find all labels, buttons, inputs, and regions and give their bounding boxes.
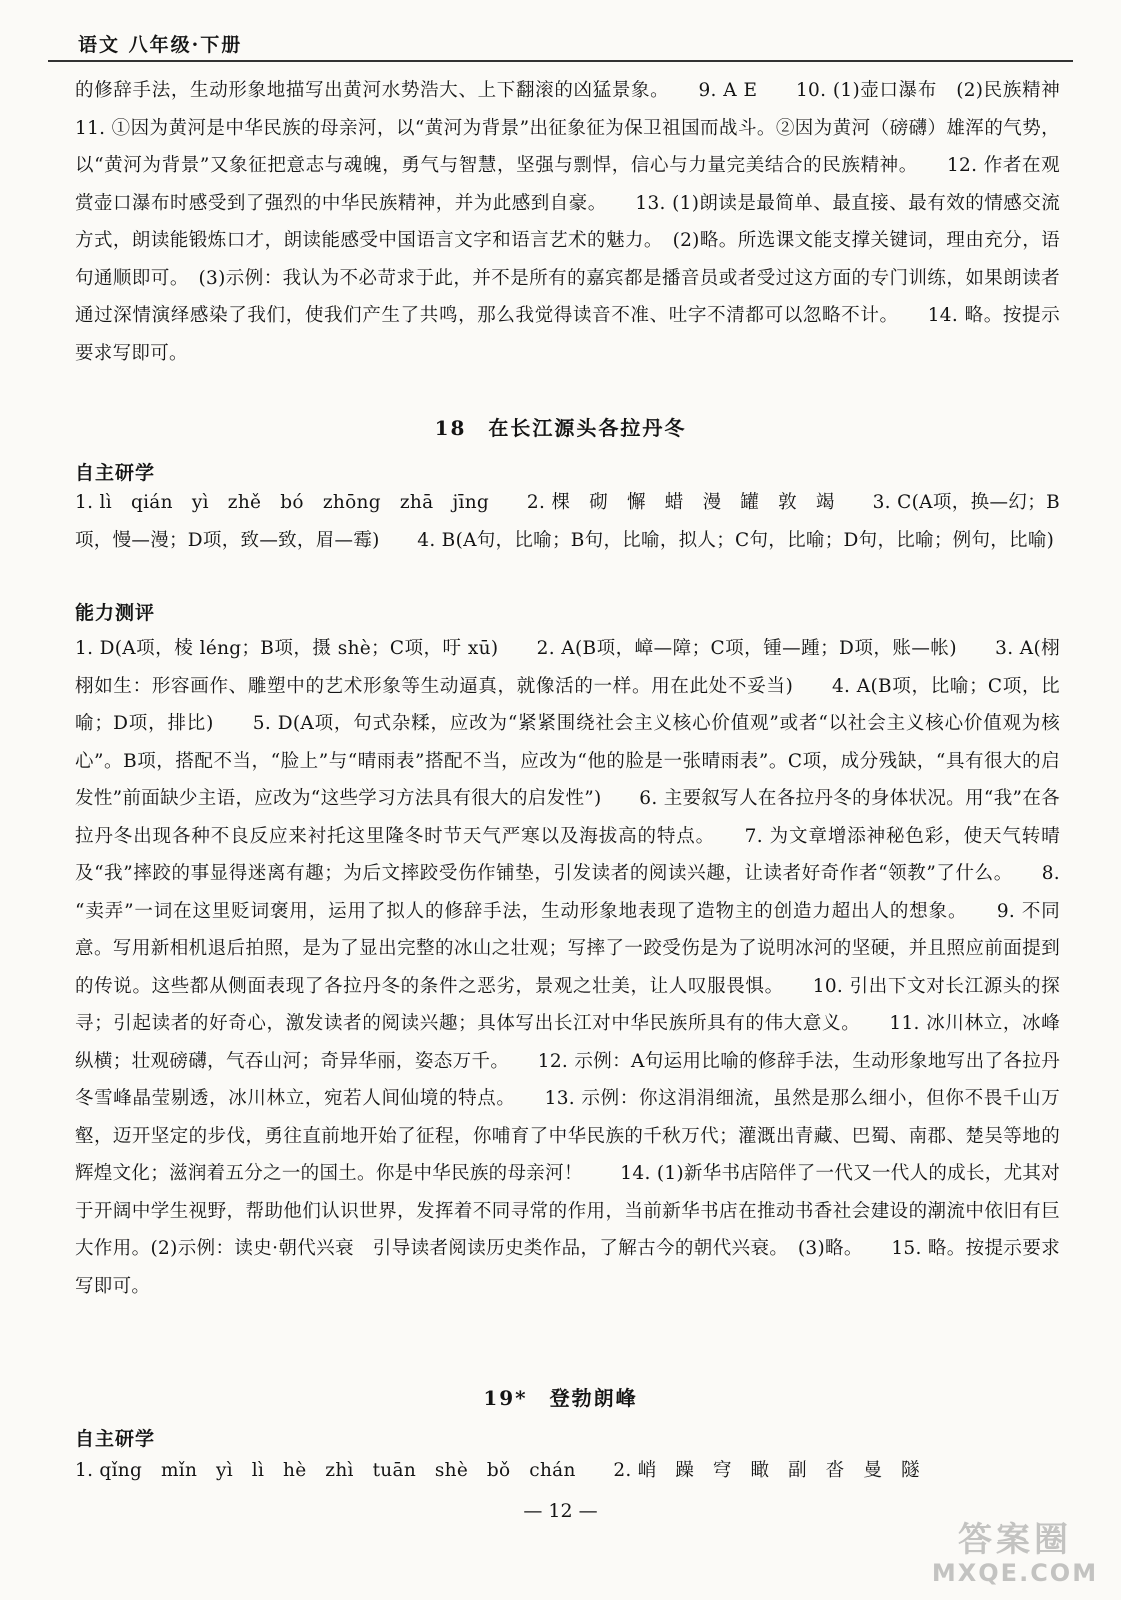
answer-paragraph-assessment-18: 1. D(A项，棱 léng；B项，摄 shè；C项，吁 xū) 2. A(B项，嶂—障；C项，锺—踵；D项，账—帐) 3. A(栩栩如生：形容画作、雕塑中的艺术形象等生动逼真，就像活的一样。用在此处不妥当) 4. A(B项，比喻；C项，比喻；D项，排比) 5. D(A项，句式杂糅，应改为“紧紧围绕社会主义核心价值观”或者“以社会主义核心价值观为核心”。B项，搭配不当，“脸上”与“晴雨表”搭配不当，应改为“他的脸是一张晴雨表”。C项，成分残缺，“具有很大的启发性”前面缺少主语，应改为“这些学习方法具有很大的启发性”) 6. 主要叙写人在各拉丹冬的身体状况。用“我”在各拉丹冬出现各种不良反应来衬托这里隆冬时节天气严寒以及海拔高的特点。 7. 为文章增添神秘色彩，使天气转晴及“我”摔跤的事显得迷离有趣；为后文摔跤受伤作铺垫，引发读者的阅读兴趣，让读者好奇作者“领教”了什么。 8. “卖弄”一词在这里贬词褒用，运用了拟人的修辞手法，生动形象地表现了造物主的创造力超出人的想象。 9. 不同意。写用新相机退后拍照，是为了显出完整的冰山之壮观；写摔了一跤受伤是为了说明冰河的坚硬，并且照应前面提到的传说。这些都从侧面表现了各拉丹冬的条件之恶劣，景观之壮美，让人叹服畏惧。 10. 引出下文对长江源头的探寻；引起读者的好奇心，激发读者的阅读兴趣；具体写出长江对中华民族所具有的伟大意义。 11. 冰川林立，冰峰纵横；壮观磅礴，气吞山河；奇异华丽，姿态万千。 12. 示例：A句运用比喻的修辞手法，生动形象地写出了各拉丹冬雪峰晶莹剔透，冰川林立，宛若人间仙境的特点。 13. 示例：你这涓涓细流，虽然是那么细小，但你不畏千山万壑，迈开坚定的步伐，勇往直前地开始了征程，你哺育了中华民族的千秋万代；灌溉出青藏、巴蜀、南郡、楚吴等地的辉煌文化；滋润着五分之一的国土。你是中华民族的母亲河！ 14. (1)新华书店陪伴了一代又一代人的成长，尤其对于开阔中学生视野，帮助他们认识世界，发挥着不同寻常的作用，当前新华书店在推动书香社会建设的潮流中依旧有巨大作用。(2)示例：读史·朝代兴衰 引导读者阅读历史类作品，了解古今的朝代兴衰。 (3)略。 15. 略。按提示要求写即可。 [75,638,1060,1297]
answer-paragraph-17: 的修辞手法，生动形象地描写出黄河水势浩大、上下翻滚的凶猛景象。 9. A E 10. (1)壶口瀑布 (2)民族精神 11. ①因为黄河是中华民族的母亲河，以“黄河为背景”出征象征为保卫祖国而战斗。②因为黄河（磅礴）雄浑的气势，以“黄河为背景”又象征把意志与魂魄，勇气与智慧，坚强与剽悍，信心与力量完美结合的民族精神。 12. 作者在观赏壶口瀑布时感受到了强烈的中华民族精神，并为此感到自豪。 13. (1)朗读是最简单、最直接、最有效的情感交流方式，朗读能锻炼口才，朗读能感受中国语言文字和语言艺术的魅力。 (2)略。所选课文能支撑关键词，理由充分，语句通顺即可。 (3)示例：我认为不必苛求于此，并不是所有的嘉宾都是播音员或者受过这方面的专门训练，如果朗读者通过深情演绎感染了我们，使我们产生了共鸣，那么我觉得读音不准、吐字不清都可以忽略不计。 14. 略。按提示要求写即可。 [75,80,1098,364]
watermark-url: MXQE.COM [931,1559,1099,1587]
watermark-logo [930,1520,1100,1590]
section-heading-assessment: 能力测评 [75,602,156,624]
watermark-text: 答案圈 [958,1520,1072,1560]
answer-paragraph-self-study-19: 1. qǐng mǐn yì lì hè zhì tuān shè bǒ chán 2. 峭 躁 穹 瞰 副 沓 曼 隧 [75,1460,920,1481]
header-label: 语文 八年级·下册 [78,34,243,56]
lesson-title-19: 19* 登勃朗峰 [483,1386,638,1410]
page-number: — 12 — [523,1500,598,1522]
lesson-title-18: 18 在长江源头各拉丹冬 [434,416,687,440]
section-heading-self-study: 自主研学 [75,462,156,484]
section-heading-self-study-19: 自主研学 [75,1428,156,1450]
answer-paragraph-self-study-18: 1. lì qián yì zhě bó zhōng zhā jīng 2. 棵 砌 懈 蜡 漫 罐 敦 竭 3. C(A项，换—幻；B项，慢—漫；D项，致—致，眉—霉) 4. B(A句，比喻；B句，比喻，拟人；C句，比喻；D句，比喻；例句，比喻) [75,492,1060,551]
page-header [48,20,1073,62]
